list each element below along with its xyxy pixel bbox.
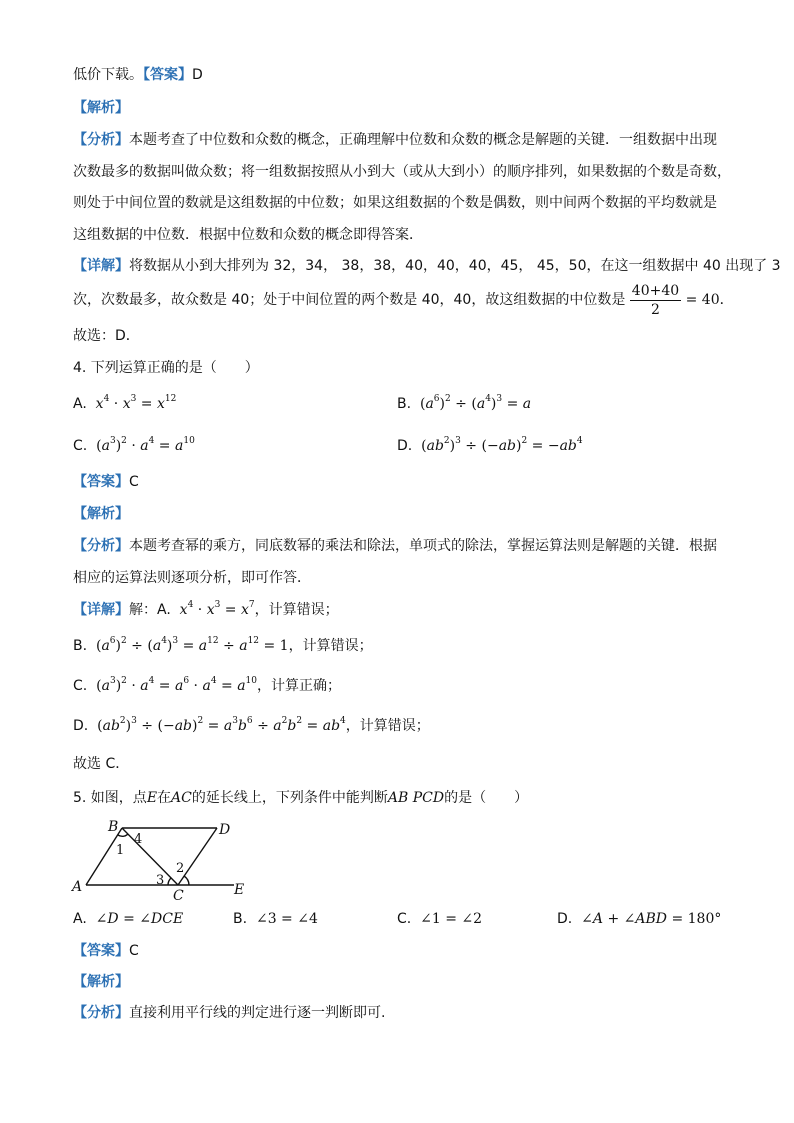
q5-option-b[interactable]: B. ∠3 = ∠4 <box>233 911 318 927</box>
q5-analysis-tag: 【解析】 <box>73 974 129 990</box>
q4-choose: 故选 C． <box>73 756 130 772</box>
q4-detail-b: B. $(a^6)^2 \div (a^4)^3 = a^{12} \div a^{12} = 1$，计算错误； <box>73 636 373 654</box>
label-c: C <box>173 888 184 904</box>
segment-bc <box>122 828 178 885</box>
q5-fenxi-line: 【分析】直接利用平行线的判定进行逐一判断即可. <box>73 1005 386 1021</box>
label-2: 2 <box>176 861 185 876</box>
label-b: B <box>108 819 119 835</box>
angle-arc-3 <box>168 878 171 885</box>
q4-option-d[interactable]: D. $(ab^2)^3 \div (-ab)^2 = -ab^4$ <box>397 436 583 454</box>
q4-option-b[interactable]: B. $(a^6)^2 \div (a^4)^3 = a$ <box>397 394 532 412</box>
q4-fenxi-line-1: 【分析】本题考查幂的乘方，同底数幂的乘法和除法，单项式的除法，掌握运算法则是解题的关键．根据 <box>73 538 717 554</box>
q5-stem: 5. 如图，点E在AC的延长线上，下列条件中能判断AB PCD的是（ ） <box>73 790 529 806</box>
prev-detail-line-1: 【详解】将数据从小到大排列为 32，34， 38，38，40，40，40，45， 45，50，在这一组数据中 40 出现了 3 <box>73 258 781 274</box>
prev-answer-line: 低价下载。【答案】D <box>73 67 203 83</box>
q5-answer: 【答案】C <box>73 943 139 959</box>
label-1: 1 <box>116 843 125 858</box>
q4-answer: 【答案】C <box>73 474 139 490</box>
prev-fenxi-line-4: 这组数据的中位数．根据中位数和众数的概念即得答案． <box>73 227 423 243</box>
label-3: 3 <box>156 873 165 888</box>
q5-figure <box>70 818 260 904</box>
label-a: A <box>72 879 83 895</box>
label-4: 4 <box>134 832 143 847</box>
q4-detail-c: C. $(a^3)^2 \cdot a^4 = a^6 \cdot a^4 = a^{10}$，计算正确； <box>73 676 341 694</box>
q4-analysis-tag: 【解析】 <box>73 506 129 522</box>
angle-arc-b <box>118 834 128 836</box>
q4-detail-a: 【详解】解：A. $x^4 \cdot x^3 = x^7$，计算错误； <box>73 600 339 618</box>
q4-stem: 4. 下列运算正确的是（ ） <box>73 360 259 376</box>
prev-fenxi-line-3: 则处于中间位置的数就是这组数据的中位数；如果这组数据的个数是偶数，则中间两个数据的平均数就是 <box>73 195 717 211</box>
angle-arc-2 <box>184 876 189 885</box>
median-fraction: $\frac{40+40}{2}$ <box>631 282 680 318</box>
q4-detail-d: D. $(ab^2)^3 \div (-ab)^2 = a^3b^6 \div a^2b^2 = ab^4$，计算错误； <box>73 716 430 734</box>
prev-fenxi-line-1: 【分析】本题考查了中位数和众数的概念，正确理解中位数和众数的概念是解题的关键．一组数据中出现 <box>73 132 717 148</box>
prev-analysis-tag: 【解析】 <box>73 100 129 116</box>
label-e: E <box>234 882 245 898</box>
q5-option-d[interactable]: D. ∠A + ∠ABD = 180° <box>557 911 722 927</box>
q4-option-c[interactable]: C. $(a^3)^2 \cdot a^4 = a^{10}$ <box>73 436 195 454</box>
prev-fenxi-line-2: 次数最多的数据叫做众数；将一组数据按照从小到大（或从大到小）的顺序排列，如果数据的个数是奇数， <box>73 164 731 180</box>
prev-detail-line-2: 次，次数最多，故众数是 40；处于中间位置的两个数是 40，40，故这组数据的中位数是 $\frac{40+40}{2}$ = 40． <box>73 282 734 318</box>
q4-option-a[interactable]: A. $x^4 \cdot x^3 = x^{12}$ <box>73 394 177 412</box>
label-d: D <box>219 822 231 838</box>
prev-choose: 故选：D． <box>73 328 140 344</box>
q5-option-c[interactable]: C. ∠1 = ∠2 <box>397 911 483 927</box>
q5-option-a[interactable]: A. ∠D = ∠DCE <box>73 911 184 927</box>
q4-fenxi-line-2: 相应的运算法则逐项分析，即可作答． <box>73 570 311 586</box>
